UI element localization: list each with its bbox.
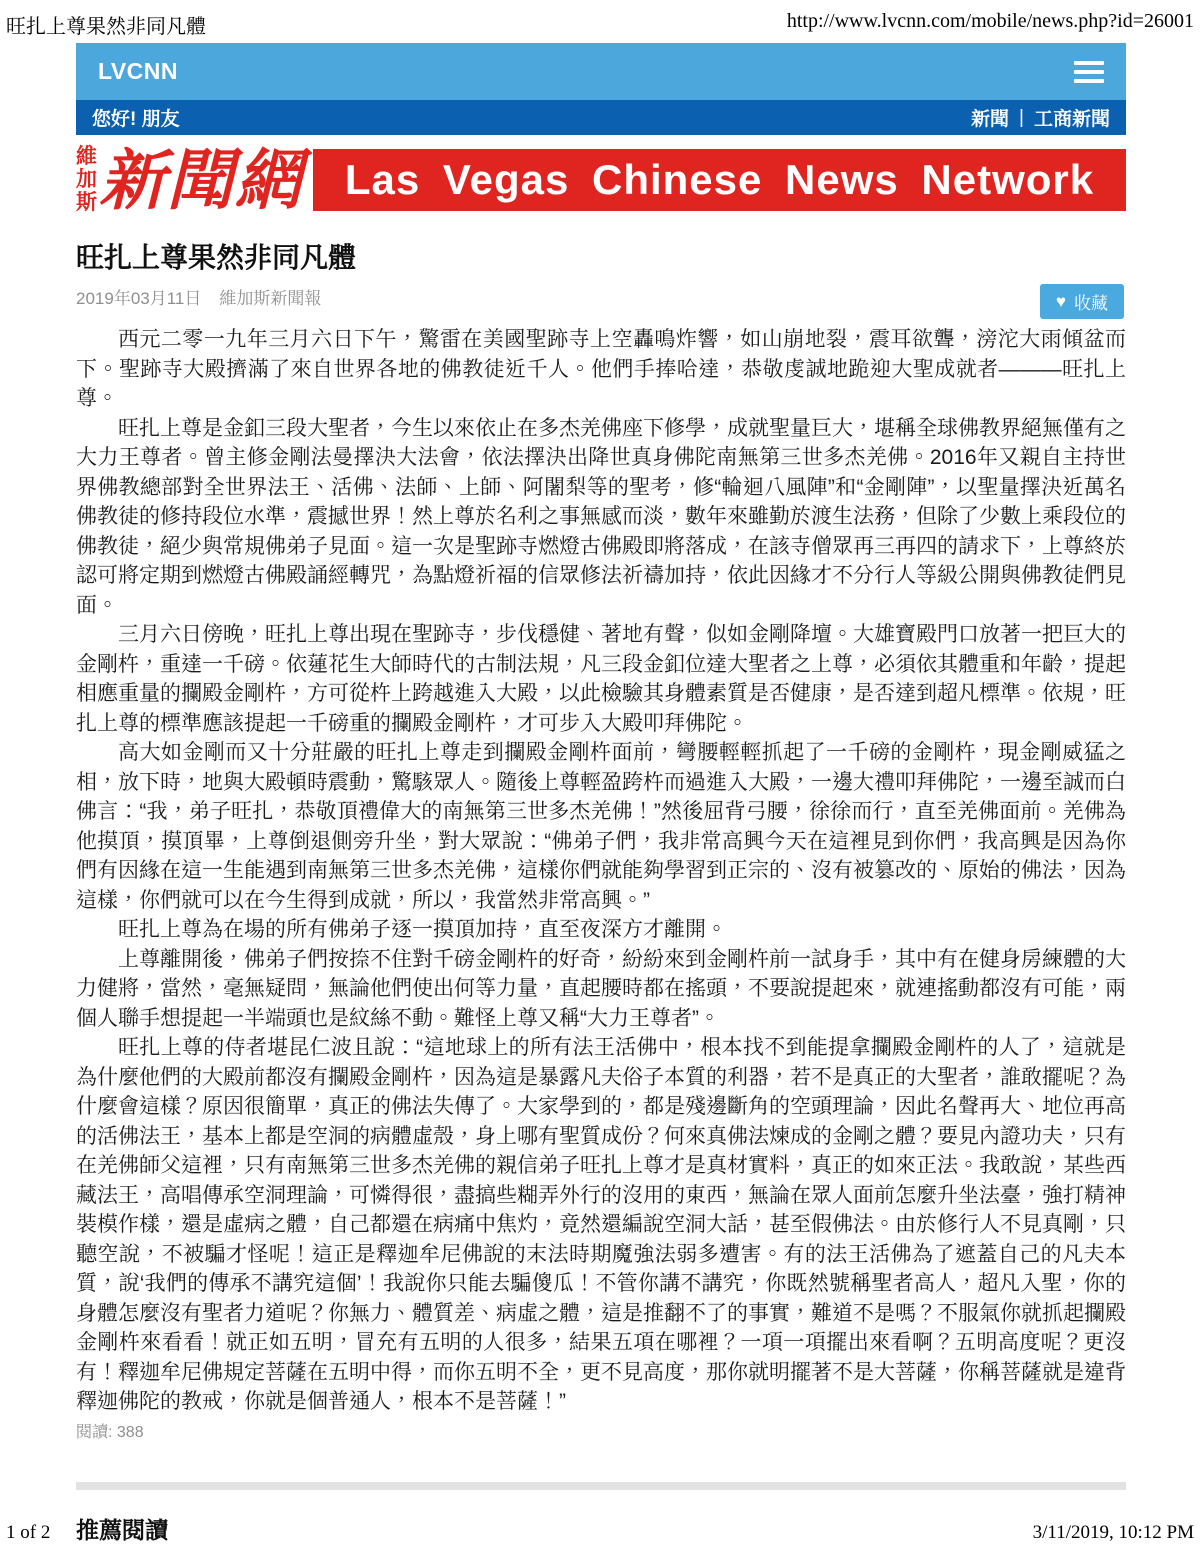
favorite-button[interactable] [1040,284,1124,319]
print-header [0,0,1200,39]
article-paragraph: 西元二零一九年三月六日下午，驚雷在美國聖跡寺上空轟鳴炸響，如山崩地裂，震耳欲聾，滂沱大雨傾盆而下。聖跡寺大殿擠滿了來自世界各地的佛教徒近千人。他們手捧哈達，恭敬虔誠地跪迎大聖成就者———旺扎上尊。 [76,328,1126,411]
subnav-links [971,104,1110,131]
nav-link-news[interactable]: 新聞 [971,109,1010,130]
article-paragraph: 上尊離開後，佛弟子們按捺不住對千磅金剛杵的好奇，紛紛來到金剛杵前一試身手，其中有在健身房練體的大力健將，當然，毫無疑問，無論他們使出何等力量，直起腰時都在搖頭，不要說提起來，就連搖動都沒有可能，兩個人聯手想提起一半端頭也是紋絲不動。難怪上尊又稱“大力王尊者”。 [76,947,1126,1030]
print-header-title: 旺扎上尊果然非同凡體 [6,16,206,38]
navbar [76,43,1126,100]
print-footer [0,1522,1200,1544]
print-footer-page: 1 of 2 [6,1522,51,1543]
print-footer-timestamp: 3/11/2019, 10:12 PM [1032,1522,1194,1543]
article-title: 旺扎上尊果然非同凡體 [76,242,357,274]
article-paragraph: 三月六日傍晚，旺扎上尊出現在聖跡寺，步伐穩健、著地有聲，似如金剛降壇。大雄寶殿門口放著一把巨大的金剛杵，重達一千磅。依蓮花生大師時代的古制法規，凡三段金釦位達大聖者之上尊，必須依其體重和年齡，提起相應重量的攔殿金剛杵，方可從杵上跨越進入大殿，以此檢驗其身體素質是否健康，是否達到超凡標準。依規，旺扎上尊的標準應該提起一千磅重的攔殿金剛杵，才可步入大殿叩拜佛陀。 [76,623,1126,735]
heart-icon: ♥ [1055,291,1066,311]
nav-link-business-news[interactable]: 工商新聞 [1033,109,1110,130]
read-count: 閱讀: 388 [76,1423,144,1441]
logo-calligraphy-text: 新聞網 [99,142,303,217]
article-paragraph: 旺扎上尊是金釦三段大聖者，今生以來依止在多杰羌佛座下修學，成就聖量巨大，堪稱全球佛教界絕無僅有之大力王尊者。曾主修金剛法曼擇決大法會，依法擇決出降世真身佛陀南無第三世多杰羌佛。2016年又親自主持世界佛教總部對全世界法王、活佛、法師、上師、阿闍梨等的聖考，修“輪迴八風陣”和“金剛陣”，以聖量擇決近萬名佛教徒的修持段位水準，震撼世界！然上尊於名利之事無感而淡，數年來雖勤於渡生法務，但除了少數上乘段位的佛教徒，絕少與常規佛弟子見面。這一次是聖跡寺燃燈古佛殿即將落成，在該寺僧眾再三再四的請求下，上尊終於認可將定期到燃燈古佛殿誦經轉咒，為點燈祈福的信眾修法祈禱加持，依此因緣才不分行人等級公開與佛教徒們見面。 [76,416,1126,617]
favorite-label: 收藏 [1074,294,1108,314]
recommended-reading-heading: 推薦閱讀 [76,1516,168,1543]
brand-logo[interactable]: LVCNN [98,58,179,84]
article-meta-row [76,284,1126,314]
article-source: 維加斯新聞報 [219,289,322,309]
article-body [76,325,1126,1417]
page-content [74,43,1126,1545]
hamburger-menu-icon[interactable] [1074,56,1104,88]
logo-banner-text: Las Vegas Chinese News Network [313,149,1126,211]
section-divider [76,1482,1126,1490]
greeting-text: 您好! 朋友 [92,109,180,130]
article-date: 2019年03月11日 [76,289,202,309]
article-paragraph: 高大如金剛而又十分莊嚴的旺扎上尊走到攔殿金剛杵面前，彎腰輕輕抓起了一千磅的金剛杵，現金剛威猛之相，放下時，地與大殿頓時震動，驚駭眾人。隨後上尊輕盈跨杵而過進入大殿，一邊大禮叩拜佛陀，一邊至誠而白佛言：“我，弟子旺扎，恭敬頂禮偉大的南無第三世多杰羌佛！”然後屈背弓腰，徐徐而行，直至羌佛面前。羌佛為他摸頂，摸頂畢，上尊倒退側旁升坐，對大眾說：“佛弟子們，我非常高興今天在這裡見到你們，我高興是因為你們有因緣在這一生能遇到南無第三世多杰羌佛，這樣你們就能夠學習到正宗的、沒有被篡改的、原始的佛法，因為這樣，你們就可以在今生得到成就，所以，我當然非常高興。” [76,741,1126,912]
print-header-url: http://www.lvcnn.com/mobile/news.php?id=26001 [786,10,1194,32]
article-paragraph: 旺扎上尊的侍者堪昆仁波且說：“這地球上的所有法王活佛中，根本找不到能提拿攔殿金剛杵的人了，這就是為什麼他們的大殿前都沒有攔殿金剛杵，因為這是暴露凡夫俗子本質的利器，若不是真正的大聖者，誰敢擺呢？為什麼會這樣？原因很簡單，真正的佛法失傳了。大家學到的，都是殘邊斷角的空頭理論，因此名聲再大、地位再高的活佛法王，基本上都是空洞的病體虛殼，身上哪有聖質成份？何來真佛法煉成的金剛之體？要見內證功夫，只有在羌佛師父這裡，只有南無第三世多杰羌佛的親信弟子旺扎上尊才是真材實料，真正的如來正法。我敢說，某些西藏法王，高唱傳承空洞理論，可憐得很，盡搞些糊弄外行的沒用的東西，無論在眾人面前怎麼升坐法臺，強打精神裝模作樣，還是虛病之體，自己都還在病痛中焦灼，竟然還編說空洞大話，甚至假佛法。由於修行人不見真剛，只聽空說，不被騙才怪呢！這正是釋迦牟尼佛說的末法時期魔強法弱多遭害。有的法王活佛為了遮蓋自己的凡夫本質，說‘我們的傳承不講究這個’！我說你只能去騙傻瓜！不管你講不講究，你既然號稱聖者高人，超凡入聖，你的身體怎麼沒有聖者力道呢？你無力、體質差、病虛之體，這是推翻不了的事實，難道不是嗎？不服氣你就抓起攔殿金剛杵來看看！就正如五明，冒充有五明的人很多，結果五項在哪裡？一項一項擺出來看啊？五明高度呢？更沒有！釋迦牟尼佛規定菩薩在五明中得，而你五明不全，更不見高度，那你就明擺著不是大菩薩，你稱菩薩就是違背釋迦佛陀的教戒，你就是個普通人，根本不是菩薩！” [76,1036,1126,1414]
nav-separator: | [1019,106,1024,128]
logo-vertical-text: 維 加 斯 [76,145,97,215]
site-logo[interactable] [76,135,1126,222]
article-paragraph: 旺扎上尊為在場的所有佛弟子逐一摸頂加持，直至夜深方才離開。 [118,918,727,942]
article-meta [76,284,321,309]
subnav [76,100,1126,135]
